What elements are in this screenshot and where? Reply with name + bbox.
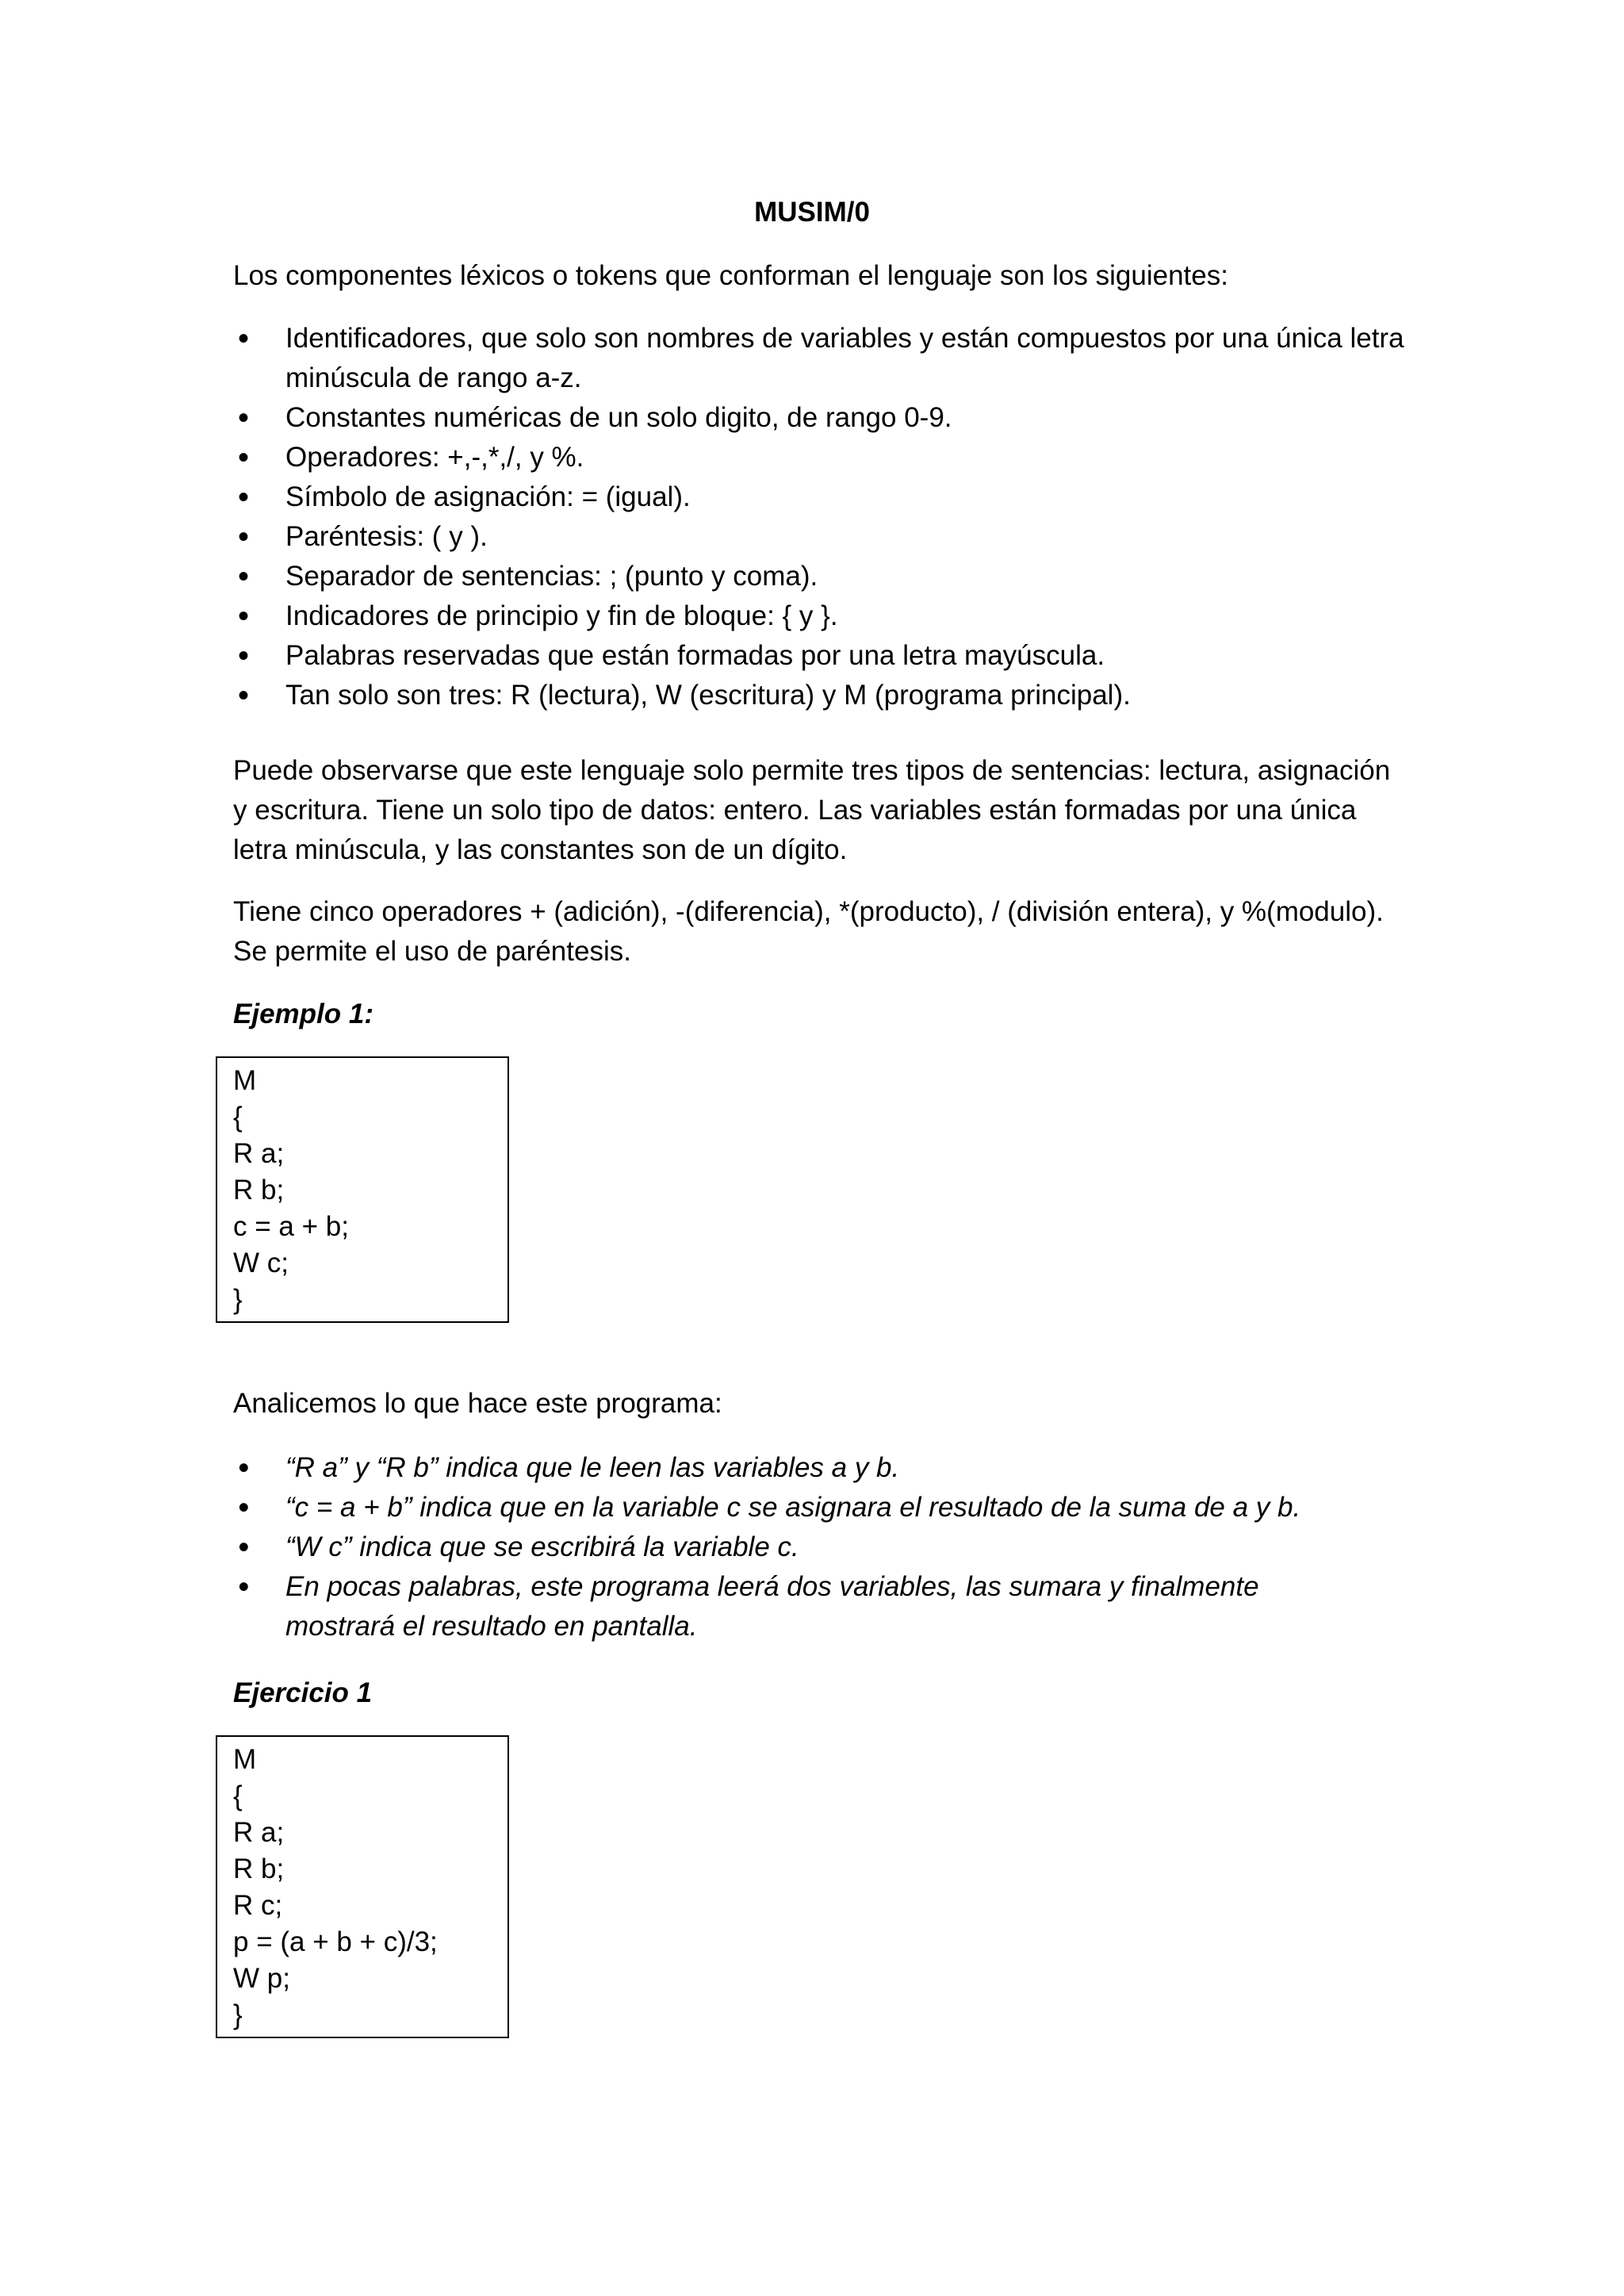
list-item: • Identificadores, que solo son nombres de variables y están compuestos por una única letra minúscula de rango a-z. [285, 319, 1411, 398]
code-line: p = (a + b + c)/3; [233, 1926, 438, 1957]
list-item: • Operadores: +,-,*,/, y %. [285, 438, 1411, 477]
code-line: } [233, 1284, 243, 1315]
list-item: • Separador de sentencias: ; (punto y coma). [285, 557, 1411, 596]
list-item: • “c = a + b” indica que en la variable c se asignara el resultado de la suma de a y b. [285, 1488, 1411, 1527]
analysis-heading: Analicemos lo que hace este programa: [233, 1388, 722, 1419]
code-line: R b; [233, 1175, 285, 1205]
code-line: { [233, 1102, 243, 1133]
list-item: • En pocas palabras, este programa leerá dos variables, las sumara y finalmente mostrará el resultado en pantalla. [285, 1567, 1285, 1646]
page-title: MUSIM/0 [754, 197, 870, 228]
token-list [285, 319, 1411, 715]
list-item: • Símbolo de asignación: = (igual). [285, 477, 1411, 517]
code-line: } [233, 1999, 243, 2030]
example-heading: Ejemplo 1: [233, 999, 373, 1029]
list-item: • Tan solo son tres: R (lectura), W (escritura) y M (programa principal). [285, 676, 1411, 715]
code-line: R c; [233, 1890, 283, 1921]
list-item: • Constantes numéricas de un solo digito, de rango 0-9. [285, 398, 1411, 438]
code-line: W c; [233, 1248, 289, 1278]
code-line: R a; [233, 1817, 285, 1848]
list-item: • Indicadores de principio y fin de bloque: { y }. [285, 596, 1411, 636]
paragraph-sentences: Puede observarse que este lenguaje solo permite tres tipos de sentencias: lectura, asignación y escritura. Tiene un solo tipo de datos: entero. Las variables están formadas por una única letra minúscula, y las constantes son de un dígito. [233, 755, 1391, 865]
list-item: • Palabras reservadas que están formadas por una letra mayúscula. [285, 636, 1411, 676]
code-line: R a; [233, 1138, 285, 1169]
analysis-list [285, 1448, 1411, 1646]
code-line: M [233, 1744, 257, 1775]
code-line: M [233, 1065, 257, 1096]
code-line: { [233, 1780, 243, 1811]
list-item: • Paréntesis: ( y ). [285, 517, 1411, 557]
list-item: • “R a” y “R b” indica que le leen las variables a y b. [285, 1448, 1411, 1488]
paragraph-operators: Tiene cinco operadores + (adición), -(diferencia), *(producto), / (división entera), y %(modulo). Se permite el uso de paréntesis. [233, 896, 1384, 967]
exercise-code-box [216, 1735, 509, 2038]
list-item: • “W c” indica que se escribirá la variable c. [285, 1527, 1411, 1567]
intro-text: Los componentes léxicos o tokens que conforman el lenguaje son los siguientes: [233, 260, 1228, 291]
code-line: R b; [233, 1853, 285, 1884]
code-line: c = a + b; [233, 1211, 349, 1242]
example-code-box [216, 1056, 509, 1323]
exercise-heading: Ejercicio 1 [233, 1677, 373, 1708]
code-line: W p; [233, 1963, 290, 1994]
